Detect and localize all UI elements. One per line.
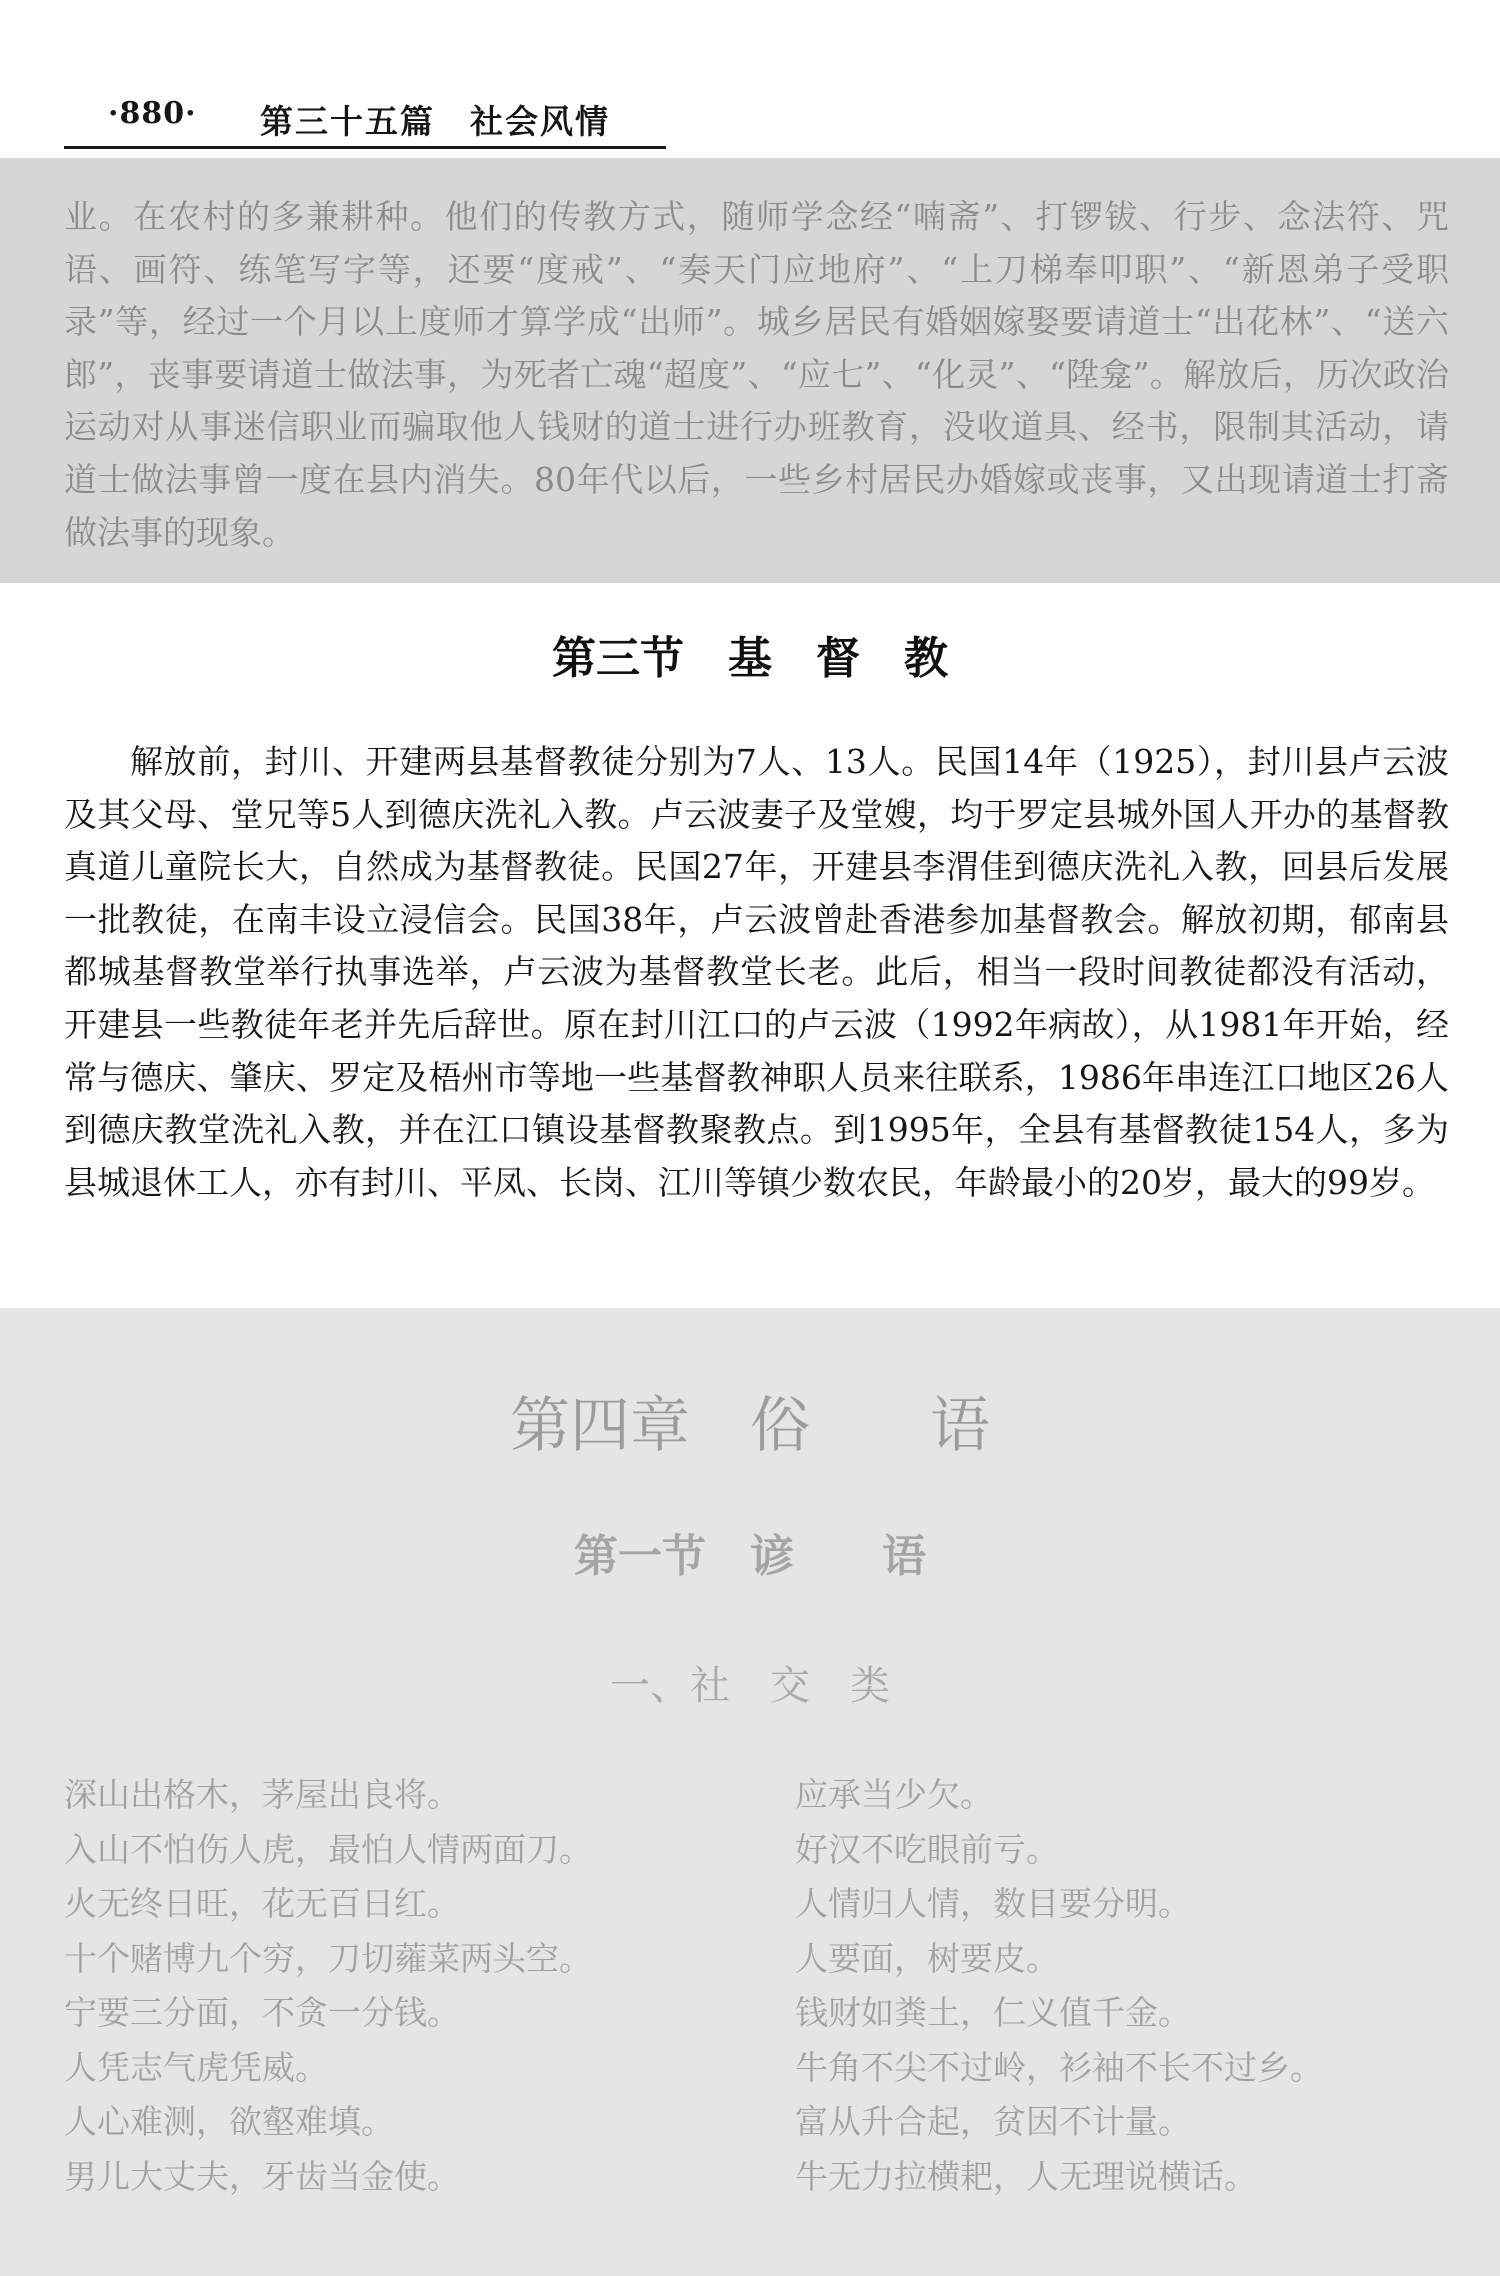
proverb-item: 入山不怕伤人虎，最怕人情两面刀。 (64, 1829, 592, 1869)
proverb-item: 应承当少欠。 (795, 1775, 993, 1814)
proverb-item: 富从升合起，贫因不计量。 (795, 2102, 1191, 2141)
chapter-title: 第四章 俗 语 (510, 1391, 990, 1461)
proverb-item: 好汉不吃眼前亏。 (795, 1829, 1059, 1869)
proverb-item: 人凭志气虎凭威。 (64, 2047, 328, 2087)
proverb-item: 牛无力拉横耙，人无理说横话。 (795, 2156, 1257, 2196)
proverbs-section-title: 第一节 谚 语 (574, 1531, 926, 1582)
part-title: 第三十五篇 社会风情 (260, 102, 610, 141)
proverb-item: 火无终日旺，花无百日红。 (64, 1884, 460, 1923)
proverb-item: 宁要三分面，不贪一分钱。 (64, 1993, 460, 2032)
proverb-item: 人要面，树要皮。 (795, 1938, 1059, 1978)
proverb-item: 人情归人情，数目要分明。 (795, 1884, 1191, 1923)
taoism-paragraph: 业。在农村的多兼耕种。他们的传教方式，随师学念经“喃斋”、打锣钹、行步、念法符、咒语、画符、练笔写字等，还要“度戒”、“奏天门应地府”、“上刀梯奉叩职”、“新恩弟子受职录”等，经过一个月以上度师才算学成“出师”。城乡居民有婚姻嫁娶要请道士“出花林”、“送六郎”，丧事要请道士做法事，为死者亡魂“超度”、“应七”、“化灵”、“陞龛”。解放后，历次政治运动对从事迷信职业而骗取他人钱财的道士进行办班教育，没收道具、经书，限制其活动，请道士做法事曾一度在县内消失。80年代以后，一些乡村居民办婚嫁或丧事，又出现请道士打斋做法事的现象。 (64, 197, 1449, 552)
running-header (64, 86, 666, 149)
proverb-item: 深山出格木，茅屋出良将。 (64, 1775, 460, 1814)
proverbs-right-column (795, 1768, 1475, 2204)
subsection-title: 一、社 交 类 (610, 1663, 890, 1709)
proverbs-left-column (64, 1768, 764, 2204)
proverb-item: 钱财如粪土，仁义值千金。 (795, 1993, 1191, 2032)
christianity-paragraph: 解放前，封川、开建两县基督教徒分别为7人、13人。民国14年（1925），封川县卢云波及其父母、堂兄等5人到德庆洗礼入教。卢云波妻子及堂嫂，均于罗定县城外国人开办的基督教真道儿童院长大，自然成为基督教徒。民国27年，开建县李渭佳到德庆洗礼入教，回县后发展一批教徒，在南丰设立浸信会。民国38年，卢云波曾赴香港参加基督教会。解放初期，郁南县都城基督教堂举行执事选举，卢云波为基督教堂长老。此后，相当一段时间教徒都没有活动，开建县一些教徒年老并先后辞世。原在封川江口的卢云波（1992年病故），从1981年开始，经常与德庆、肇庆、罗定及梧州市等地一些基督教神职人员来往联系，1986年串连江口地区26人到德庆教堂洗礼入教，并在江口镇设基督教聚教点。到1995年，全县有基督教徒154人，多为县城退休工人，亦有封川、平凤、长岗、江川等镇少数农民，年龄最小的20岁，最大的99岁。 (64, 742, 1449, 1202)
proverb-item: 十个赌博九个穷，刀切蕹菜两头空。 (64, 1938, 592, 1978)
section-title: 第三节 基 督 教 (552, 633, 948, 684)
proverb-item: 牛角不尖不过岭，衫袖不长不过乡。 (795, 2047, 1323, 2087)
proverb-item: 人心难测，欲壑难填。 (64, 2102, 394, 2141)
proverb-item: 男儿大丈夫，牙齿当金使。 (64, 2156, 460, 2196)
page-number: ·880· (108, 96, 197, 131)
